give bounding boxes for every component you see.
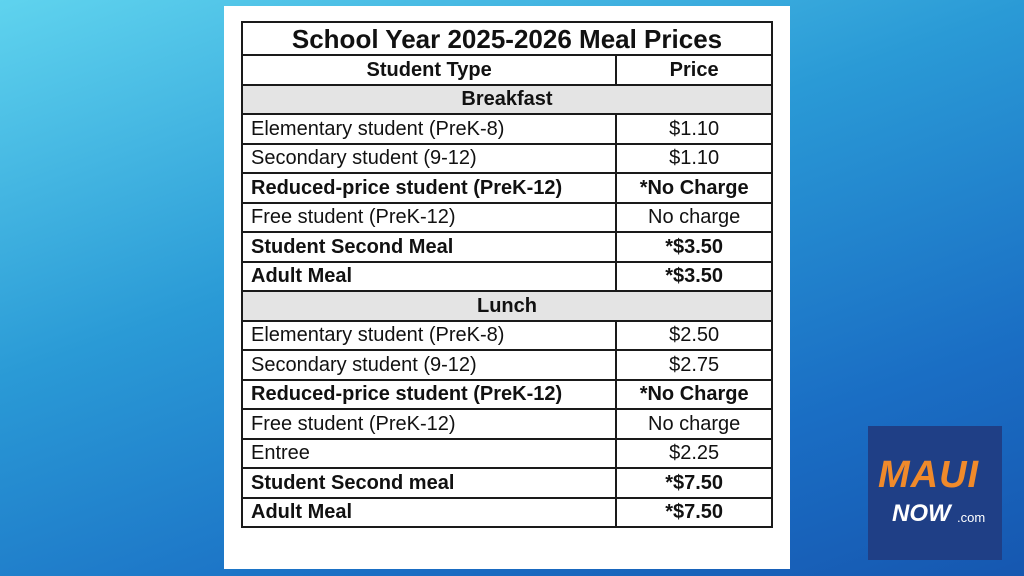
header-price: Price [616,55,772,85]
price-cell: *$7.50 [616,468,772,498]
price-cell: No charge [616,203,772,233]
table-row [242,321,772,351]
student-type-cell: Adult Meal [242,262,616,292]
student-type-cell: Free student (PreK-12) [242,409,616,439]
table-row [242,409,772,439]
price-cell: $2.50 [616,321,772,351]
section-header-lunch: Lunch [242,291,772,321]
table-row [242,173,772,203]
student-type-cell: Secondary student (9-12) [242,144,616,174]
header-student-type: Student Type [242,55,616,85]
student-type-cell: Student Second meal [242,468,616,498]
student-type-cell: Secondary student (9-12) [242,350,616,380]
price-cell: *$3.50 [616,262,772,292]
student-type-cell: Reduced-price student (PreK-12) [242,380,616,410]
student-type-cell: Student Second Meal [242,232,616,262]
table-title: School Year 2025-2026 Meal Prices [242,22,772,55]
student-type-cell: Free student (PreK-12) [242,203,616,233]
section-row [242,291,772,321]
price-cell: *No Charge [616,380,772,410]
student-type-cell: Elementary student (PreK-8) [242,321,616,351]
price-cell: *$3.50 [616,232,772,262]
price-cell: No charge [616,409,772,439]
maui-now-logo [868,426,1002,560]
price-cell: $2.75 [616,350,772,380]
header-row [242,55,772,85]
table-row [242,203,772,233]
table-row [242,439,772,469]
logo-maui-text: MAUI [878,454,980,496]
student-type-cell: Elementary student (PreK-8) [242,114,616,144]
section-header-breakfast: Breakfast [242,85,772,115]
student-type-cell: Adult Meal [242,498,616,528]
table-row [242,468,772,498]
logo-now-text: NOW [892,500,951,527]
title-row [242,22,772,55]
table-row [242,380,772,410]
student-type-cell: Entree [242,439,616,469]
student-type-cell: Reduced-price student (PreK-12) [242,173,616,203]
table-row [242,232,772,262]
meal-price-table [241,21,773,528]
table-row [242,114,772,144]
section-row [242,85,772,115]
logo-com-text: .com [957,510,986,525]
price-table-image [224,6,790,569]
price-cell: $2.25 [616,439,772,469]
price-cell: *No Charge [616,173,772,203]
price-cell: $1.10 [616,114,772,144]
table-row [242,262,772,292]
price-cell: *$7.50 [616,498,772,528]
table-row [242,498,772,528]
price-cell: $1.10 [616,144,772,174]
table-row [242,144,772,174]
table-row [242,350,772,380]
